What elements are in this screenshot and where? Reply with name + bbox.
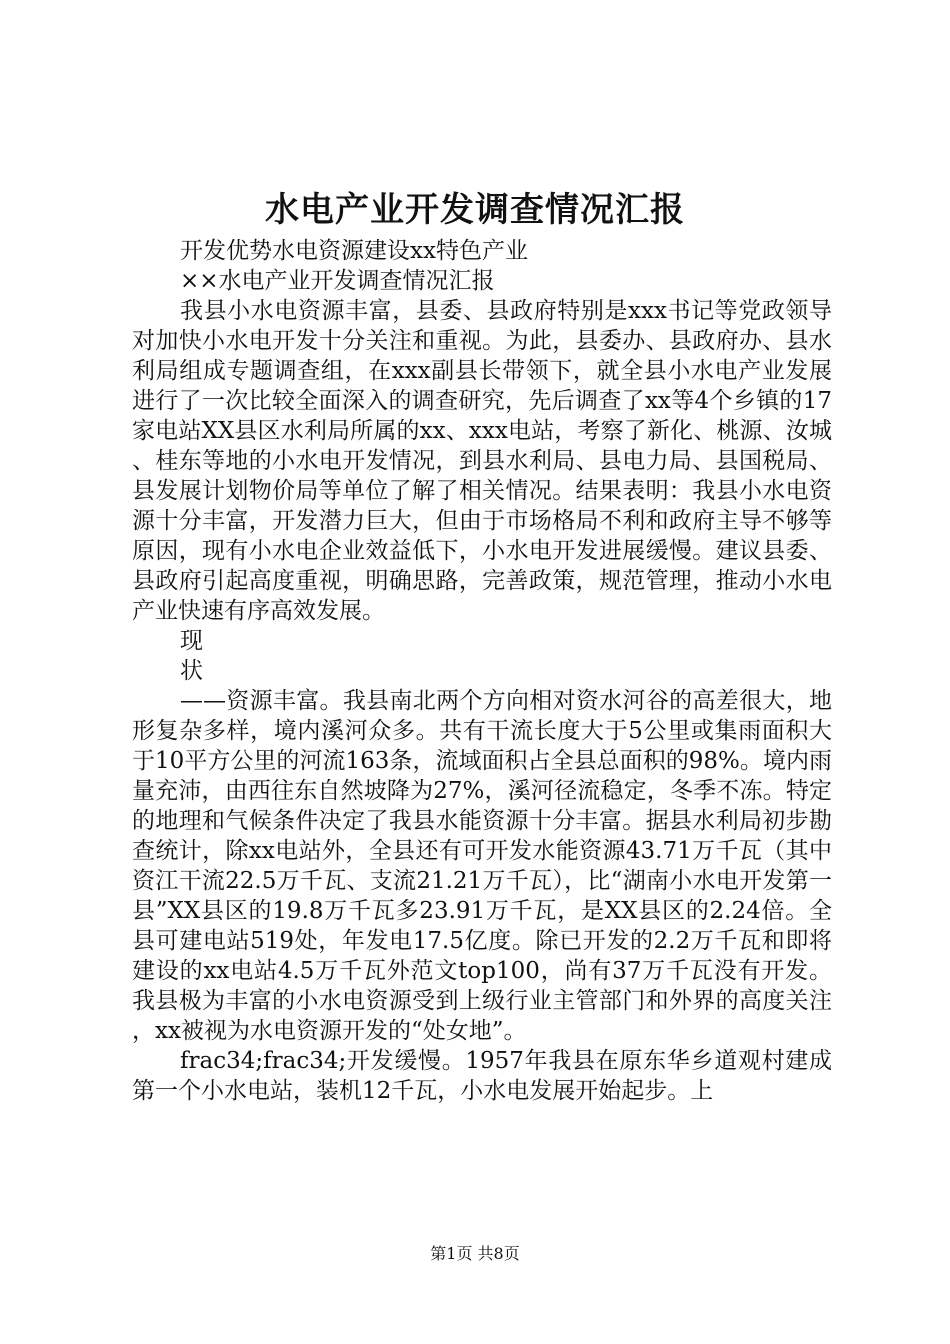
paragraph-intro: 我县小水电资源丰富，县委、县政府特别是xxx书记等党政领导对加快小水电开发十分关注和重视。为此，县委办、县政府办、县水利局组成专题调查组，在xxx副县长带领下，就全县小水电产业发展进行了一次比较全面深入的调查研究，先后调查了xx等4个乡镇的17家电站XX县区水利局所属的xx、xxx电站，考察了新化、桃源、汝城、桂东等地的小水电开发情况，到县水利局、县电力局、县国税局、县发展计划物价局等单位了解了相关情况。结果表明：我县小水电资源十分丰富，开发潜力巨大，但由于市场格局不利和政府主导不够等原因，现有小水电企业效益低下，小水电开发进展缓慢。建议县委、县政府引起高度重视，明确思路，完善政策，规范管理，推动小水电产业快速有序高效发展。 <box>132 298 832 624</box>
section-heading-line-2: 状 <box>180 658 203 684</box>
document-title: 水电产业开发调查情况汇报 <box>265 190 685 230</box>
paragraph-development: frac34;frac34;开发缓慢。1957年我县在原东华乡道观村建成第一个小水电站，装机12千瓦，小水电发展开始起步。上 <box>132 1048 832 1104</box>
document-body <box>132 236 832 1106</box>
section-heading-line-1: 现 <box>180 628 203 654</box>
paragraph-report-title: ××水电产业开发调查情况汇报 <box>180 268 495 294</box>
page-footer: 第1页 共8页 <box>430 1244 520 1263</box>
paragraph-subtitle: 开发优势水电资源建设xx特色产业 <box>180 238 528 264</box>
paragraph-resources: ——资源丰富。我县南北两个方向相对资水河谷的高差很大，地形复杂多样，境内溪河众多。共有干流长度大于5公里或集雨面积大于10平方公里的河流163条，流域面积占全县总面积的98%。境内雨量充沛，由西往东自然坡降为27%，溪河径流稳定，冬季不冻。特定的地理和气候条件决定了我县水能资源十分丰富。据县水利局初步勘查统计，除xx电站外，全县还有可开发水能资源43.71万千瓦（其中资江干流22.5万千瓦、支流21.21万千瓦），比“湖南小水电开发第一县”XX县区的19.8万千瓦多23.91万千瓦，是XX县区的2.24倍。全县可建电站519处，年发电17.5亿度。除已开发的2.2万千瓦和即将建设的xx电站4.5万千瓦外范文top100，尚有37万千瓦没有开发。我县极为丰富的小水电资源受到上级行业主管部门和外界的高度关注，xx被视为水电资源开发的“处女地”。 <box>132 688 832 1044</box>
